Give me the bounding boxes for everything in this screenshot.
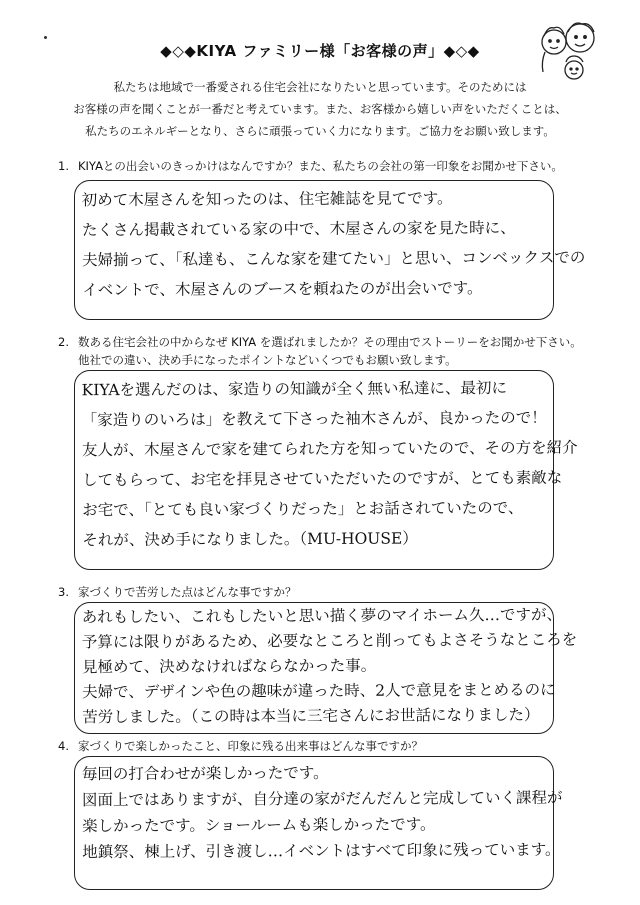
question-number: 2. — [58, 335, 69, 349]
answer-line: 図面上ではありますが、自分達の家がだんだんと完成していく課程が — [81, 788, 563, 810]
answer-line: 地鎮祭、棟上げ、引き渡し…イベントはすべて印象に残っています。 — [82, 840, 561, 862]
answer-line: KIYAを選んだのは、家造りの知識が全く無い私達に、最初に — [81, 379, 508, 400]
page-title: ◆◇◆KIYA ファミリー様「お客様の声」◆◇◆ — [160, 42, 480, 60]
question-number: 4. — [58, 739, 69, 753]
answer-4 — [81, 759, 563, 865]
answer-line: してもらって、お宅を拝見させていただいたのですが、とても素敵な — [82, 468, 563, 490]
question-text: 他社での違い、決め手になったポイントなどいくつでもお願い致します。 — [78, 353, 457, 367]
answer-line: 楽しかったです。ショールームも楽しかったです。 — [82, 815, 436, 836]
stray-mark — [44, 36, 47, 39]
answer-line: あれもしたい、これもしたいと思い描く夢のマイホーム久…ですが、 — [81, 605, 562, 627]
question-2 — [58, 333, 598, 369]
question-3 — [58, 583, 598, 601]
answer-line: 見極めて、決めなければならなかった事。 — [81, 656, 377, 677]
intro-line: 私たちのエネルギーとなり、さらに頑張っていく力になります。ご協力をお願い致します。 — [85, 124, 555, 138]
answer-line: 毎回の打合わせが楽しかったです。 — [81, 763, 329, 784]
question-4 — [58, 737, 598, 755]
answer-1 — [81, 183, 586, 305]
answer-line: 予算には限りがあるため、必要なところと削ってもよさそうなところを — [81, 630, 578, 652]
question-text: 家づくりで苦労した点はどんな事ですか？ — [78, 585, 297, 599]
question-text: KIYAとの出会いのきっかけはなんですか？また、私たちの会社の第一印象をお聞かせ下さい。 — [78, 159, 563, 173]
answer-3 — [81, 603, 578, 730]
answer-line: 苦労しました。（この時は本当に三宅さんにお世話になりました） — [82, 705, 540, 727]
intro-line: 私たちは地域で一番愛される住宅会社になりたいと思っています。そのためには — [113, 80, 527, 94]
answer-line: お宅で、「とても良い家づくりだった」とお話されていたので、 — [82, 498, 524, 520]
question-number: 1. — [58, 159, 69, 173]
answer-line: それが、決め手になりました。（MU-HOUSE） — [82, 529, 418, 550]
answer-2 — [81, 373, 578, 555]
intro-text — [60, 76, 580, 142]
answer-line: 友人が、木屋さんで家を建てられた方を知っていたので、その方を紹介 — [81, 438, 578, 460]
answer-line: 夫婦揃って、「私達も、こんな家を建てたい」と思い、コンベックスでの — [82, 248, 586, 270]
answer-line: 夫婦で、デザインや色の趣味が違った時、2人で意見をまとめるのに — [82, 680, 556, 702]
question-text: 数ある住宅会社の中からなぜ KIYA を選ばれましたか？その理由でストーリーをお聞かせ下さい。 — [78, 335, 582, 349]
answer-line: イベントで、木屋さんのブースを頼ねたのが出会いです。 — [82, 279, 483, 300]
intro-line: お客様の声を聞くことが一番だと考えています。また、お客様から嬉しい声をいただくことは、 — [73, 102, 567, 116]
question-1 — [58, 157, 598, 175]
question-number: 3. — [58, 585, 69, 599]
answer-line: たくさん掲載されている家の中で、木屋さんの家を見た時に、 — [81, 218, 516, 240]
question-text: 家づくりで楽しかったこと、印象に残る出来事はどんな事ですか？ — [78, 739, 423, 753]
answer-line: 「家造りのいろは」を教えて下さった袖木さんが、良かったので！ — [81, 408, 547, 430]
answer-line: 初めて木屋さんを知ったのは、住宅雑誌を見てです。 — [81, 189, 453, 210]
